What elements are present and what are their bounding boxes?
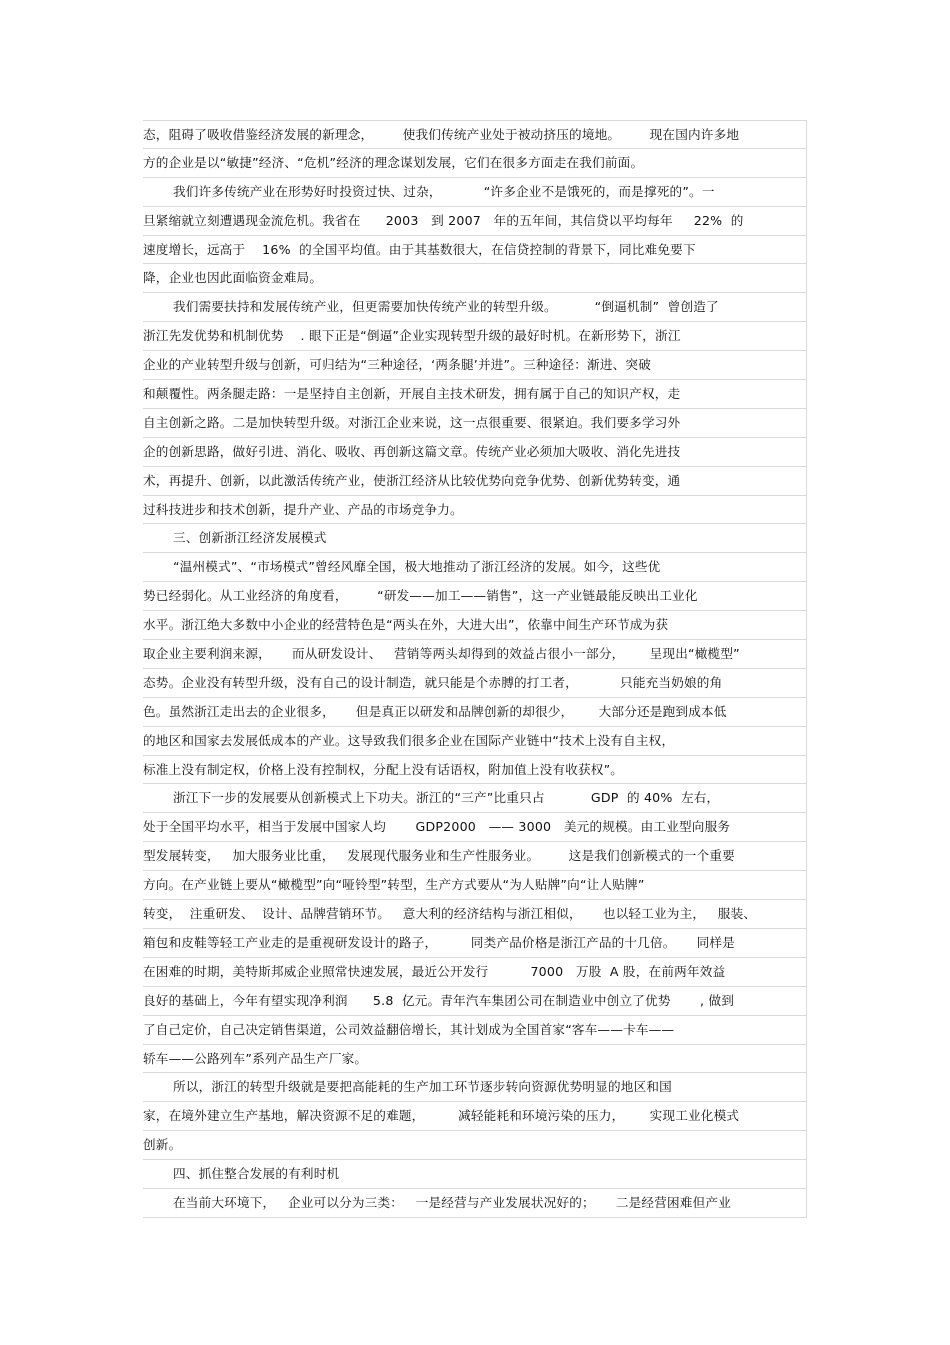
text-line: [143, 871, 807, 900]
text-line: [143, 727, 807, 756]
text-line-content: 良好的基础上，今年有望实现净利润 5.8 亿元。青年汽车集团公司在制造业中创立了优势 , 做到: [143, 992, 735, 1008]
text-line: [143, 351, 807, 380]
text-line: [143, 236, 807, 265]
text-line: [143, 1016, 807, 1045]
text-line: [143, 149, 807, 178]
text-line-content: 色。虽然浙江走出去的企业很多， 但是真正以研发和品牌创新的却很少， 大部分还是跑到成本低: [143, 703, 727, 719]
text-line: [143, 900, 807, 929]
text-line: [143, 611, 807, 640]
text-line-content: 旦紧缩就立刻遭遇现金流危机。我省在 2003 到 2007 年的五年间，其信贷以平均每年 22% 的: [143, 212, 744, 228]
text-line-content: 水平。浙江绝大多数中小企业的经营特色是“两头在外，大进大出”，依靠中间生产环节成为获: [143, 617, 669, 633]
text-line-content: 所以，浙江的转型升级就是要把高能耗的生产加工环节逐步转向资源优势明显的地区和国: [173, 1079, 672, 1095]
text-line: [143, 1189, 807, 1218]
text-line-content: 方向。在产业链上要从“橄榄型”向“哑铃型”转型，生产方式要从“为人贴牌”向“让人贴牌”: [143, 877, 645, 893]
text-line: [143, 207, 807, 236]
text-line-content: 处于全国平均水平，相当于发展中国家人均 GDP2000 —— 3000 美元的规模。由工业型向服务: [143, 819, 731, 835]
text-line-content: 在困难的时期，美特斯邦威企业照常快速发展，最近公开发行 7000 万股 A 股，在前两年效益: [143, 963, 726, 979]
text-line-content: 浙江先发优势和机制优势 . 眼下正是“倒逼”企业实现转型升级的最好时机。在新形势下，浙江: [143, 328, 681, 344]
text-line-content: 态势。企业没有转型升级，没有自己的设计制造，就只能是个赤膊的打工者， 只能充当奶娘的角: [143, 674, 723, 690]
text-line-content: 转变， 注重研发、 设计、品牌营销环节。 意大利的经济结构与浙江相似， 也以轻工业为主， 服装、: [143, 906, 757, 922]
text-line-content: 箱包和皮鞋等轻工产业走的是重视研发设计的路子， 同类产品价格是浙江产品的十几倍。 同样是: [143, 934, 735, 950]
text-line-content: 在当前大环境下， 企业可以分为三类： 一是经营与产业发展状况好的； 二是经营困难但产业: [173, 1194, 731, 1210]
text-line-content: 我们需要扶持和发展传统产业，但更需要加快传统产业的转型升级。 “倒逼机制” 曾创造了: [173, 299, 719, 315]
text-line: [143, 813, 807, 842]
text-line-content: 家，在境外建立生产基地，解决资源不足的难题， 减轻能耗和环境污染的压力， 实现工业化模式: [143, 1108, 740, 1124]
text-line: [143, 669, 807, 698]
text-line-content: 自主创新之路。二是加快转型升级。对浙江企业来说，这一点很重要、很紧迫。我们要多学习外: [143, 414, 681, 430]
text-line: [143, 929, 807, 958]
text-line-content: 轿车——公路列车”系列产品生产厂家。: [143, 1050, 368, 1066]
text-line-content: 取企业主要利润来源， 而从研发设计、 营销等两头却得到的效益占很小一部分， 呈现出“橄榄型”: [143, 646, 740, 662]
text-line-content: 三、创新浙江经济发展模式: [173, 530, 327, 546]
text-line: [143, 698, 807, 727]
text-line-content: “温州模式”、“市场模式”曾经风靡全国，极大地推动了浙江经济的发展。如今，这些优: [173, 559, 661, 575]
text-line: [143, 553, 807, 582]
text-line-content: 过科技进步和技术创新，提升产业、产品的市场竞争力。: [143, 501, 463, 517]
text-line: [143, 1160, 807, 1189]
text-line: [143, 438, 807, 467]
text-line: [143, 293, 807, 322]
text-line: [143, 756, 807, 785]
text-line-content: 标准上没有制定权，价格上没有控制权，分配上没有话语权，附加值上没有收获权”。: [143, 761, 624, 777]
text-line: [143, 842, 807, 871]
text-line-content: 企的创新思路，做好引进、消化、吸收、再创新这篇文章。传统产业必须加大吸收、消化先进技: [143, 443, 681, 459]
document-body: [143, 120, 807, 1218]
text-line: [143, 120, 807, 149]
text-line-content: 方的企业是以“敏捷”经济、“危机”经济的理念谋划发展，它们在很多方面走在我们前面。: [143, 154, 644, 170]
text-line: [143, 1131, 807, 1160]
text-line-content: 创新。: [143, 1137, 182, 1153]
text-line-content: 四、抓住整合发展的有利时机: [173, 1166, 340, 1182]
text-line-content: 势已经弱化。从工业经济的角度看， “研发——加工——销售”，这一产业链最能反映出工业化: [143, 588, 698, 604]
text-line: [143, 640, 807, 669]
text-line-content: 我们许多传统产业在形势好时投资过快、过杂， “许多企业不是饿死的，而是撑死的”。一: [173, 183, 715, 199]
text-line: [143, 524, 807, 553]
text-line-content: 的地区和国家去发展低成本的产业。这导致我们很多企业在国际产业链中“技术上没有自主权，: [143, 732, 675, 748]
text-line: [143, 784, 807, 813]
text-line: [143, 1045, 807, 1074]
text-line: [143, 958, 807, 987]
text-line: [143, 380, 807, 409]
text-line: [143, 322, 807, 351]
text-line: [143, 264, 807, 293]
text-line-content: 速度增长，远高于 16% 的全国平均值。由于其基数很大，在信贷控制的背景下，同比难免要下: [143, 241, 696, 257]
text-line: [143, 467, 807, 496]
text-line-content: 降，企业也因此面临资金难局。: [143, 270, 323, 286]
text-line-content: 态，阻碍了吸收借鉴经济发展的新理念， 使我们传统产业处于被动挤压的境地。 现在国内许多地: [143, 127, 740, 142]
text-line: [143, 178, 807, 207]
text-line: [143, 987, 807, 1016]
text-line-content: 企业的产业转型升级与创新，可归结为“三种途径，‘两条腿’并进”。三种途径：渐进、突破: [143, 357, 652, 373]
text-line: [143, 496, 807, 525]
text-line: [143, 1073, 807, 1102]
text-line-content: 了自己定价，自己决定销售渠道，公司效益翻倍增长，其计划成为全国首家“客车——卡车——: [143, 1021, 675, 1037]
text-line: [143, 409, 807, 438]
text-line-content: 型发展转变， 加大服务业比重， 发展现代服务业和生产性服务业。 这是我们创新模式的一个重要: [143, 848, 735, 864]
text-line: [143, 1102, 807, 1131]
text-line-content: 术，再提升、创新，以此激活传统产业，使浙江经济从比较优势向竞争优势、创新优势转变，通: [143, 472, 681, 488]
text-line-content: 浙江下一步的发展要从创新模式上下功夫。浙江的“三产”比重只占 GDP 的 40% 左右，: [173, 790, 720, 806]
text-line-content: 和颠覆性。两条腿走路：一是坚持自主创新，开展自主技术研发，拥有属于自己的知识产权，走: [143, 386, 681, 402]
text-line: [143, 582, 807, 611]
